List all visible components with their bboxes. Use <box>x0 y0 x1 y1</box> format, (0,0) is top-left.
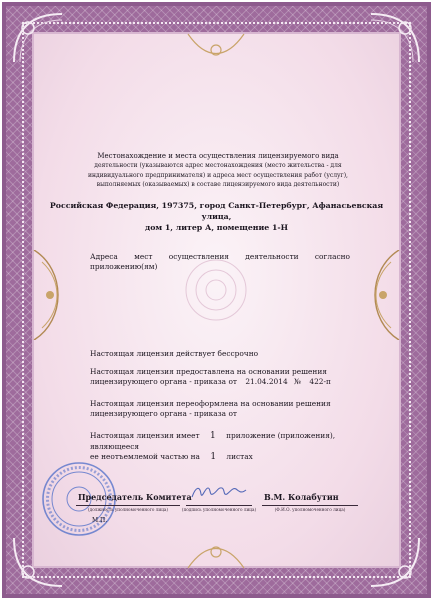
location-heading-line: индивидуального предпринимателя) и адреса мест осуществления работ (услуг), <box>88 171 348 179</box>
position-caption: (должность уполномоченного лица) <box>87 507 169 512</box>
appendix-count-line <box>90 431 360 452</box>
ornament-bottom-center-icon <box>186 536 246 572</box>
signatory-name: В.М. Колабутин <box>264 492 339 502</box>
position-underline <box>76 505 180 506</box>
appendix-count-prefix: Настоящая лицензия имеет <box>90 431 200 440</box>
signature-underline <box>186 505 252 506</box>
grant-date: 21.04.2014 <box>245 376 288 386</box>
grant-line <box>90 377 350 387</box>
address-line: дом 1, литер А, помещение 1-Н <box>145 223 288 232</box>
address-block <box>40 200 393 233</box>
appendix-count-suffix: приложение (приложения), являющееся <box>90 431 336 451</box>
grant-line: Настоящая лицензия предоставлена на основании решения <box>90 367 327 376</box>
reissue-line: Настоящая лицензия переоформлена на основании решения <box>90 399 331 408</box>
ornament-right-middle-icon <box>361 250 405 340</box>
appendix-sheets-line <box>90 452 360 463</box>
grant-prefix: лицензирующего органа - приказа от <box>90 376 237 386</box>
appendix-note <box>90 252 350 272</box>
reissue-line: лицензирующего органа - приказа от <box>90 408 237 418</box>
grant-number: 422-п <box>309 376 331 386</box>
location-heading-line: Местонахождение и места осуществления лицензируемого вида <box>97 152 339 160</box>
location-heading-line: выполняемых (оказываемых) в составе лицензируемого вида деятельности) <box>96 181 340 189</box>
ornament-top-right-icon <box>367 10 423 66</box>
appendix-note-line: Адреса мест осуществления деятельности согласно <box>90 252 350 261</box>
seal-place-label: М.П. <box>92 517 108 524</box>
grant-number-sign: № <box>294 376 302 386</box>
validity-statement: Настоящая лицензия действует бессрочно <box>90 349 259 358</box>
ornament-bottom-left-icon <box>10 534 66 590</box>
appendix-sheets-value: 1 <box>210 451 217 462</box>
signature-caption: (подпись уполномоченного лица) <box>181 507 257 512</box>
name-underline <box>262 505 358 506</box>
appendix-sheets-prefix: ее неотъемлемой частью на <box>90 451 200 461</box>
signatory-position: Председатель Комитета <box>78 492 192 502</box>
ornament-left-middle-icon <box>28 250 72 340</box>
location-heading <box>88 152 348 190</box>
appendix-count-block <box>90 431 360 462</box>
ornament-top-left-icon <box>10 10 66 66</box>
grant-block <box>90 367 350 387</box>
name-caption: (Ф.И.О. уполномоченного лица) <box>274 507 346 512</box>
appendix-note-line: приложению(ям) <box>90 261 158 271</box>
location-heading-line: деятельности (указываются адрес местонахождения (место жительства - для <box>94 162 342 170</box>
appendix-count-value: 1 <box>210 431 216 441</box>
reissue-block <box>90 399 350 419</box>
address-line: Российская Федерация, 197375, город Санкт-Петербург, Афанасьевская улица, <box>49 201 384 221</box>
appendix-sheets-suffix: листах <box>226 451 253 461</box>
ornament-top-center-icon <box>186 30 246 66</box>
ornament-bottom-right-icon <box>367 534 423 590</box>
handwritten-signature-icon <box>190 482 248 502</box>
